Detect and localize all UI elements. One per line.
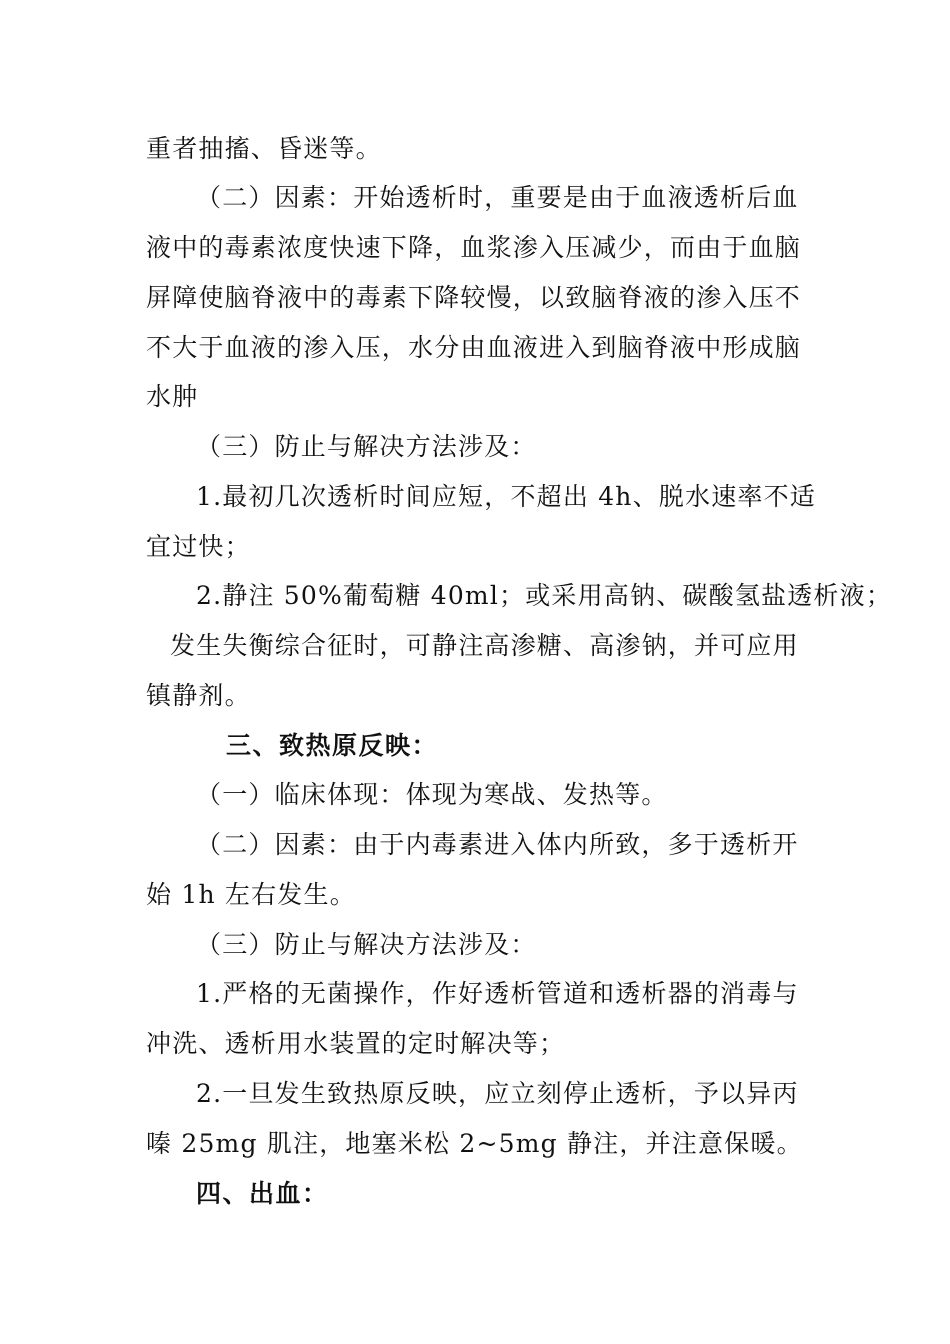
body-text-line: （二）因素：开始透析时，重要是由于血液透析后血 bbox=[196, 183, 799, 212]
body-text-line: 宜过快； bbox=[146, 532, 251, 561]
body-text-line: （一）临床体现：体现为寒战、发热等。 bbox=[196, 780, 668, 809]
section-heading: 四、出血： bbox=[196, 1179, 329, 1208]
body-text-line: 镇静剂。 bbox=[146, 681, 251, 710]
body-text-line: （三）防止与解决方法涉及： bbox=[196, 432, 537, 461]
body-text-line: 屏障使脑脊液中的毒素下降较慢，以致脑脊液的渗入压不 bbox=[146, 283, 802, 312]
body-text-line: 始 1h 左右发生。 bbox=[146, 880, 356, 909]
body-text-line: 嗪 25mg 肌注，地塞米松 2~5mg 静注，并注意保暖。 bbox=[146, 1129, 803, 1158]
body-text-line: 冲洗、透析用水装置的定时解决等； bbox=[146, 1029, 566, 1058]
section-heading: 三、致热原反映： bbox=[226, 731, 439, 760]
body-text-line: 发生失衡综合征时，可静注高渗糖、高渗钠，并可应用 bbox=[170, 631, 799, 660]
body-text-line: 1.最初几次透析时间应短，不超出 4h、脱水速率不适 bbox=[196, 482, 817, 511]
body-text-line: 重者抽搐、昏迷等。 bbox=[146, 134, 382, 163]
body-text-line: 1.严格的无菌操作，作好透析管道和透析器的消毒与 bbox=[196, 979, 799, 1008]
body-text-line: （三）防止与解决方法涉及： bbox=[196, 930, 537, 959]
body-text-line: 2.一旦发生致热原反映，应立刻停止透析，予以异丙 bbox=[196, 1079, 799, 1108]
body-text-line: （二）因素：由于内毒素进入体内所致，多于透析开 bbox=[196, 830, 799, 859]
body-text-line: 水肿 bbox=[146, 382, 199, 411]
body-text-line: 2.静注 50%葡萄糖 40ml；或采用高钠、碳酸氢盐透析液； bbox=[196, 581, 893, 610]
body-text-line: 液中的毒素浓度快速下降，血浆渗入压减少，而由于血脑 bbox=[146, 233, 802, 262]
body-text-line: 不大于血液的渗入压，水分由血液进入到脑脊液中形成脑 bbox=[146, 333, 802, 362]
